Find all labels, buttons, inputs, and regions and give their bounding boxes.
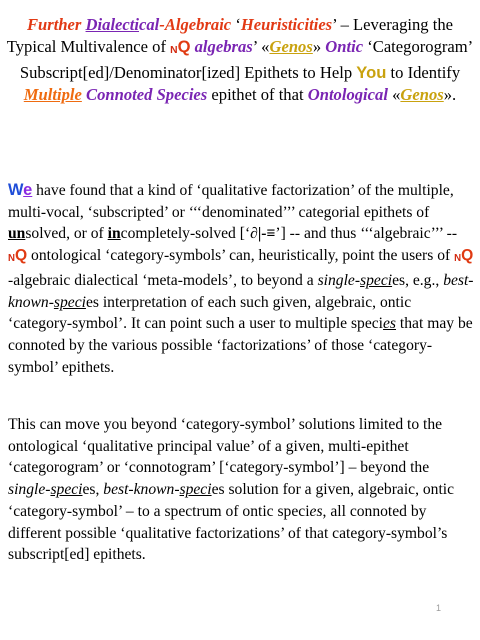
title-text: epithet of that <box>207 85 308 105</box>
title-ontological: Ontological <box>307 85 388 105</box>
title-genos: Genos <box>269 37 313 56</box>
title-connoted-species: Connoted Species <box>86 85 208 105</box>
es-italic: es <box>309 502 323 520</box>
title-you: You <box>356 63 387 83</box>
speci-underlined: speci <box>360 271 393 289</box>
slide-number: 1 <box>436 603 442 613</box>
partial-symbol: ∂|-≡ <box>250 225 276 243</box>
emph-un: un <box>8 225 26 243</box>
title-genos-2: Genos <box>400 85 444 105</box>
title-cal: cal <box>139 15 160 34</box>
title-ontic: Ontic <box>325 37 364 56</box>
speci-underlined: speci <box>53 293 86 311</box>
title-text: ‘Categorogram’ Subscript[ed]/Denominator[ized] Epithets to Help <box>19 37 474 83</box>
speci-underlined: speci <box>50 481 83 499</box>
title-dialecti: Dialecti <box>85 15 139 34</box>
title-multiple: Multiple <box>23 85 82 105</box>
title-algebraic: -Algebraic <box>159 15 232 34</box>
emph-in: in <box>107 225 121 243</box>
we-logo: We <box>8 181 33 199</box>
speci-underlined: speci <box>179 481 212 499</box>
paragraph-1: We have found that a kind of ‘qualitative factorization’ of the multiple, multi-vocal, ‘subscripted’ or ‘‘‘denominated’’’ categorial epithets of unsolved, or of incompletely-solved [‘∂|-≡’] -- and thus ‘‘‘algebraic’’’ -- NQ ontological ‘category-symbols’ can, heuristically, point the users of NQ-algebraic dialectical ‘meta-models’, to beyond a single-species, e.g., best-known-species interpretation of each such given, algebraic, ontic ‘category-symbol’. It can point such a user to multiple species that may be connoted by the various possible ‘factorizations’ of those ‘category-symbol’ epithets. <box>8 181 474 376</box>
nq-symbol: NQ <box>454 247 474 265</box>
nq-symbol: NQ <box>170 37 191 57</box>
title-heuristicities: Heuristicities <box>240 15 333 34</box>
title-further: Further <box>26 15 82 34</box>
nq-symbol: NQ <box>8 247 28 265</box>
paragraph-2: This can move you beyond ‘category-symbol’ solutions limited to the ontological ‘qualitative principal value’ of a given, multi-epithet ‘categorogram’ or ‘connotogram’ [‘category-symbol’] – beyond the single-species, best-known-species solution for a given, algebraic, ontic ‘category-symbol’ – to a spectrum of ontic species, all connoted by different possible ‘qualitative factorizations’ of that category-symbol’s subscript[ed] epithets. <box>8 416 455 564</box>
title-text: – Leveraging the Typical Multivalence of <box>6 15 454 56</box>
title-algebras: algebras <box>190 37 253 56</box>
es-underlined: es <box>383 315 397 333</box>
slide-title: Further Dialectical-Algebraic ‘Heuristicities’ – Leveraging the Typical Multivalence of NQ algebras’ «Genos» Ontic ‘Categorogram’ Subscript[ed]/Denominator[ized] Epithets to Help You to Identify Multiple Connoted Species epithet of that Ontological «Genos». <box>6 15 474 105</box>
